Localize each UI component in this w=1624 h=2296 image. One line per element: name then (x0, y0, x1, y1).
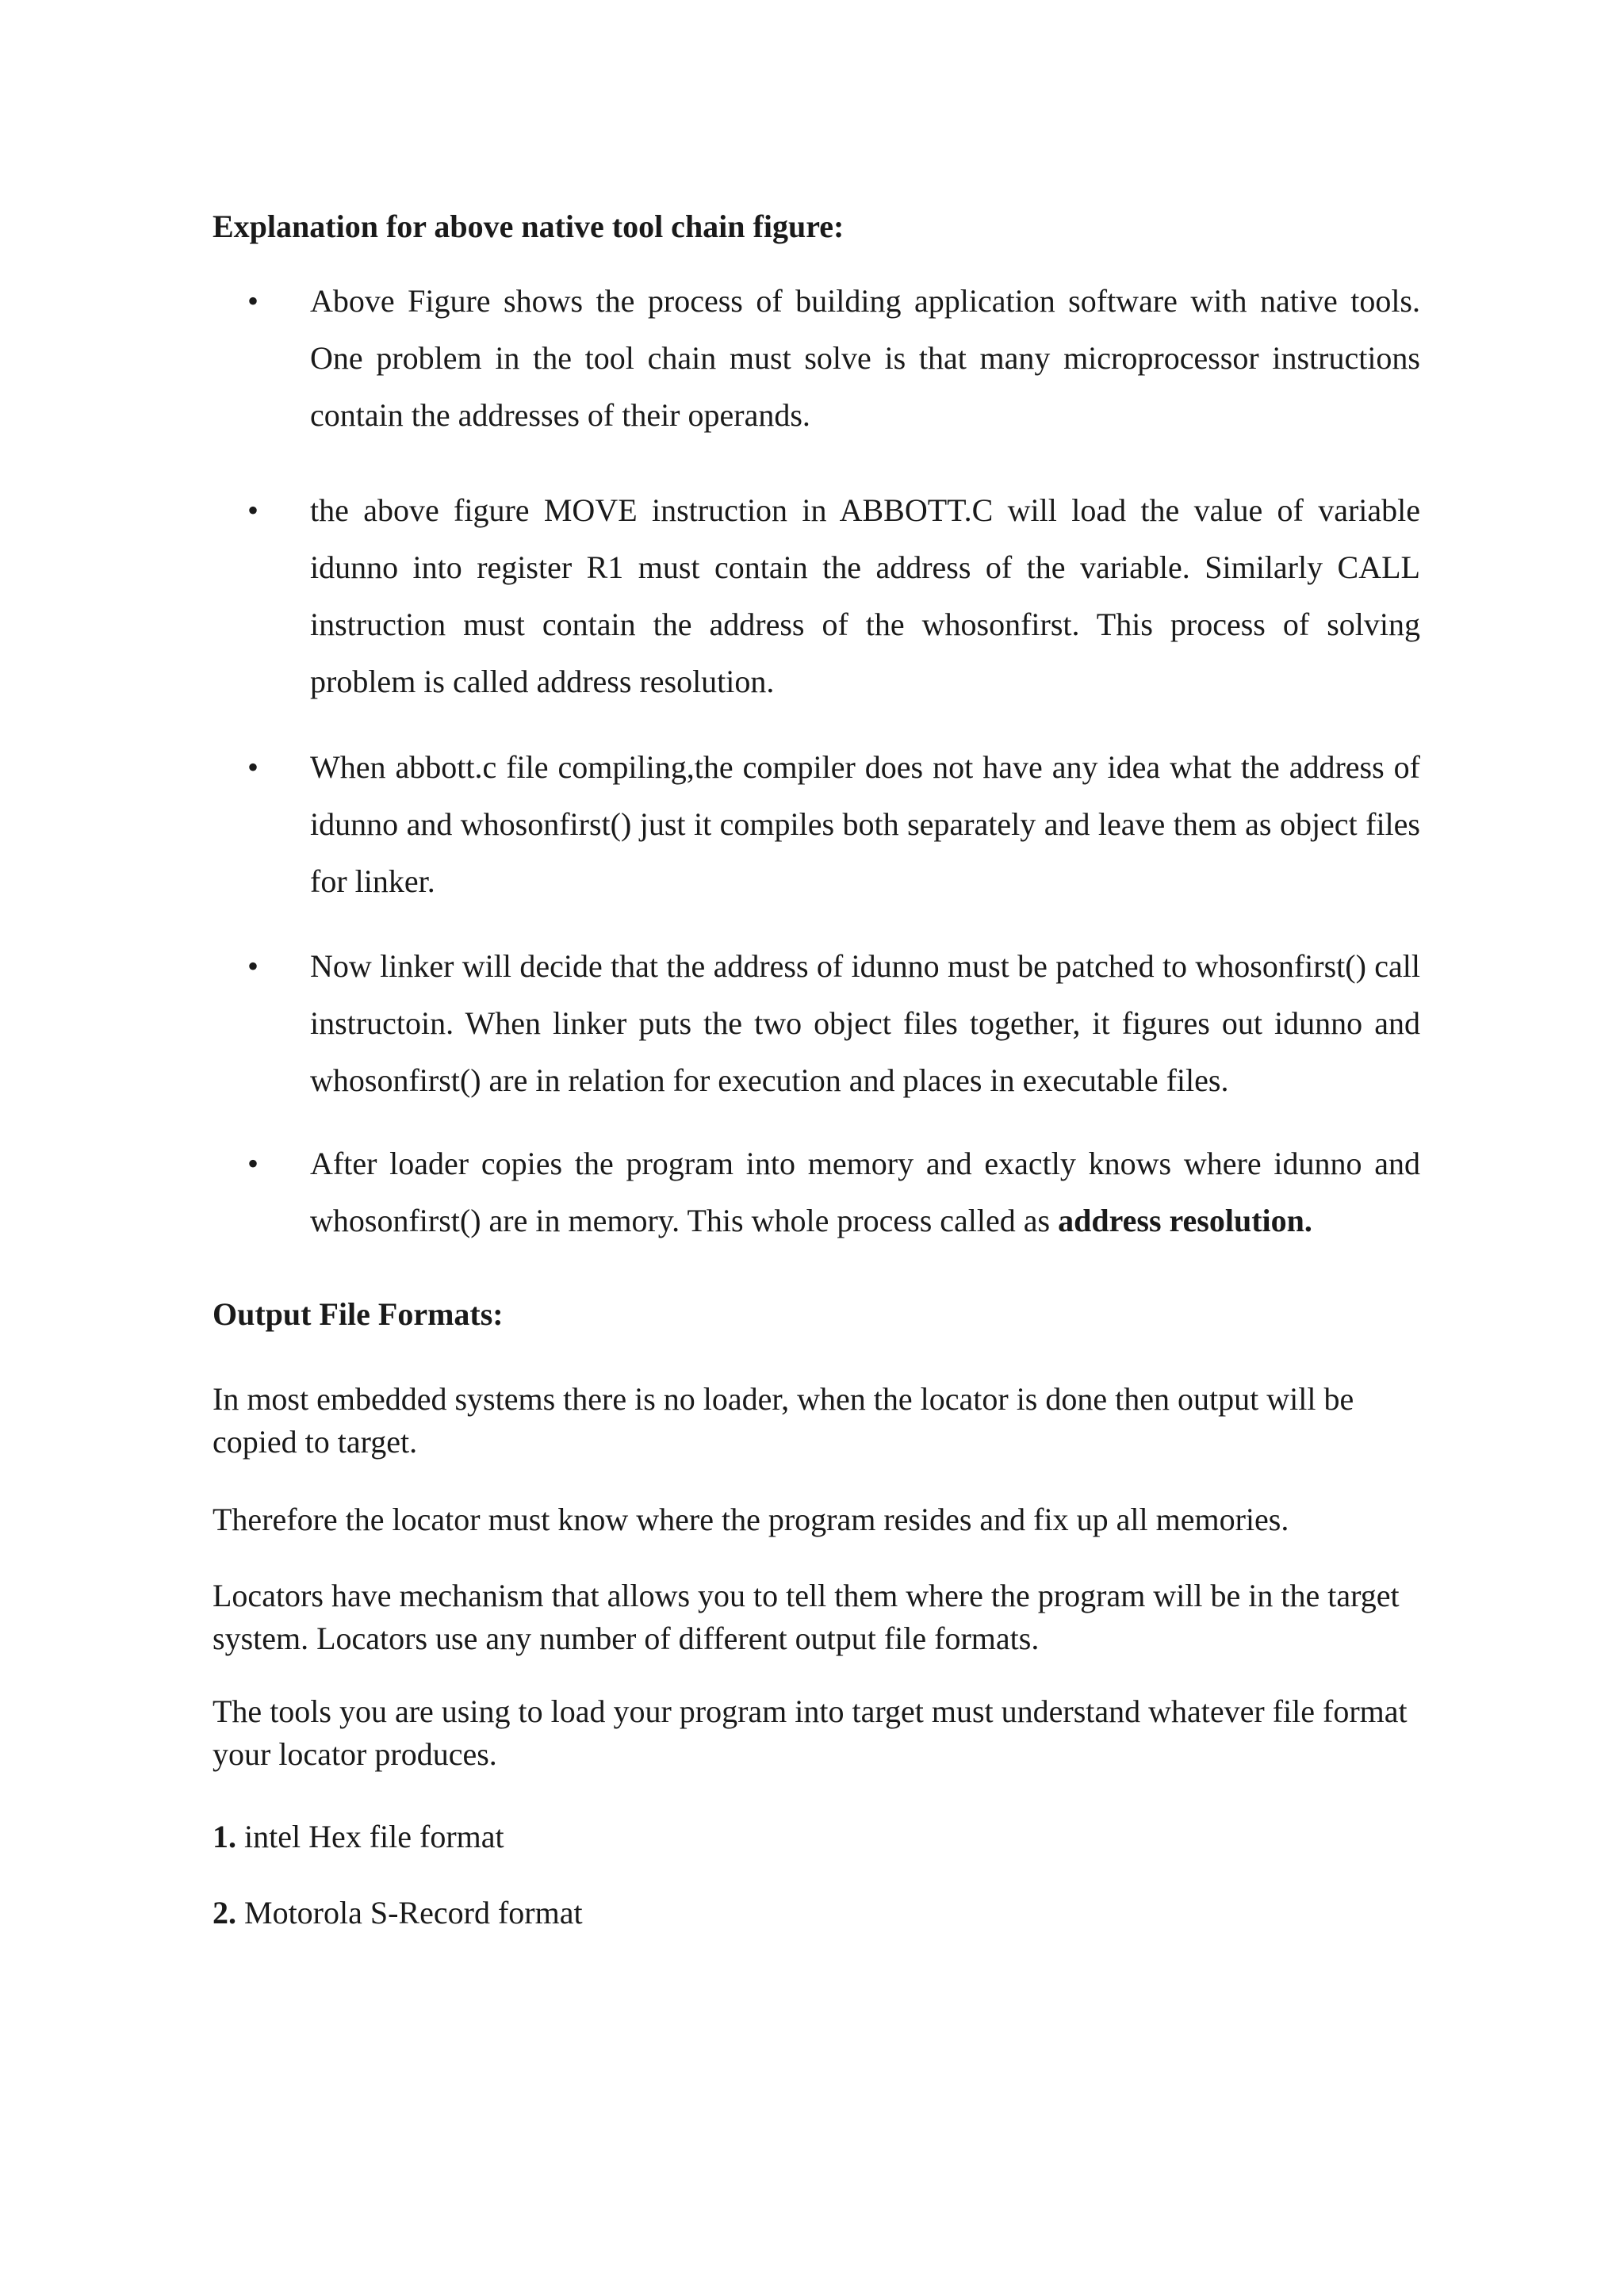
format-label: intel Hex file format (236, 1819, 504, 1854)
paragraph: The tools you are using to load your program into target must understand whatever file format your locator produces. (213, 1693, 1408, 1772)
format-label: Motorola S-Record format (236, 1895, 583, 1931)
paragraph: Locators have mechanism that allows you to tell them where the program will be in the target system. Locators use any number of different output file formats. (213, 1578, 1400, 1656)
paragraph: In most embedded systems there is no loader, when the locator is done then output will be copied to target. (213, 1381, 1354, 1460)
format-number: 2. (213, 1895, 236, 1931)
bullet-text: Now linker will decide that the address of idunno must be patched to whosonfirst() call instructoin. When linker puts the two object files together, it figures out idunno and whosonfirst() are in relation for execution and places in executable files. (310, 948, 1420, 1098)
bullet-icon: • (247, 1146, 259, 1181)
bullet-icon: • (247, 492, 259, 528)
format-list-item (213, 1816, 504, 1858)
bullet-text-main: After loader copies the program into memory and exactly knows where idunno and whosonfirst() are in memory. This whole process called as (310, 1146, 1420, 1238)
format-list-item (213, 1892, 583, 1934)
bullet-text: Above Figure shows the process of building application software with native tools. One problem in the tool chain must solve is that many microprocessor instructions contain the addresses of their operands. (310, 283, 1420, 433)
bullet-text: the above figure MOVE instruction in ABBOTT.C will load the value of variable idunno into register R1 must contain the address of the variable. Similarly CALL instruction must contain the address of the whosonfirst. This process of solving problem is called address resolution. (310, 492, 1420, 699)
format-number: 1. (213, 1819, 236, 1854)
bullet-icon: • (247, 283, 259, 319)
bullet-text (310, 1135, 1420, 1249)
bullet-text-emphasis: address resolution. (1058, 1203, 1312, 1238)
paragraph: Therefore the locator must know where the program resides and fix up all memories. (213, 1502, 1289, 1537)
section-heading-explanation: Explanation for above native tool chain figure: (213, 209, 845, 244)
bullet-icon: • (247, 948, 259, 984)
bullet-icon: • (247, 749, 259, 785)
section-heading-output-formats: Output File Formats: (213, 1296, 504, 1332)
bullet-text: When abbott.c file compiling,the compiler does not have any idea what the address of idunno and whosonfirst() just it compiles both separately and leave them as object files for linker. (310, 749, 1420, 899)
